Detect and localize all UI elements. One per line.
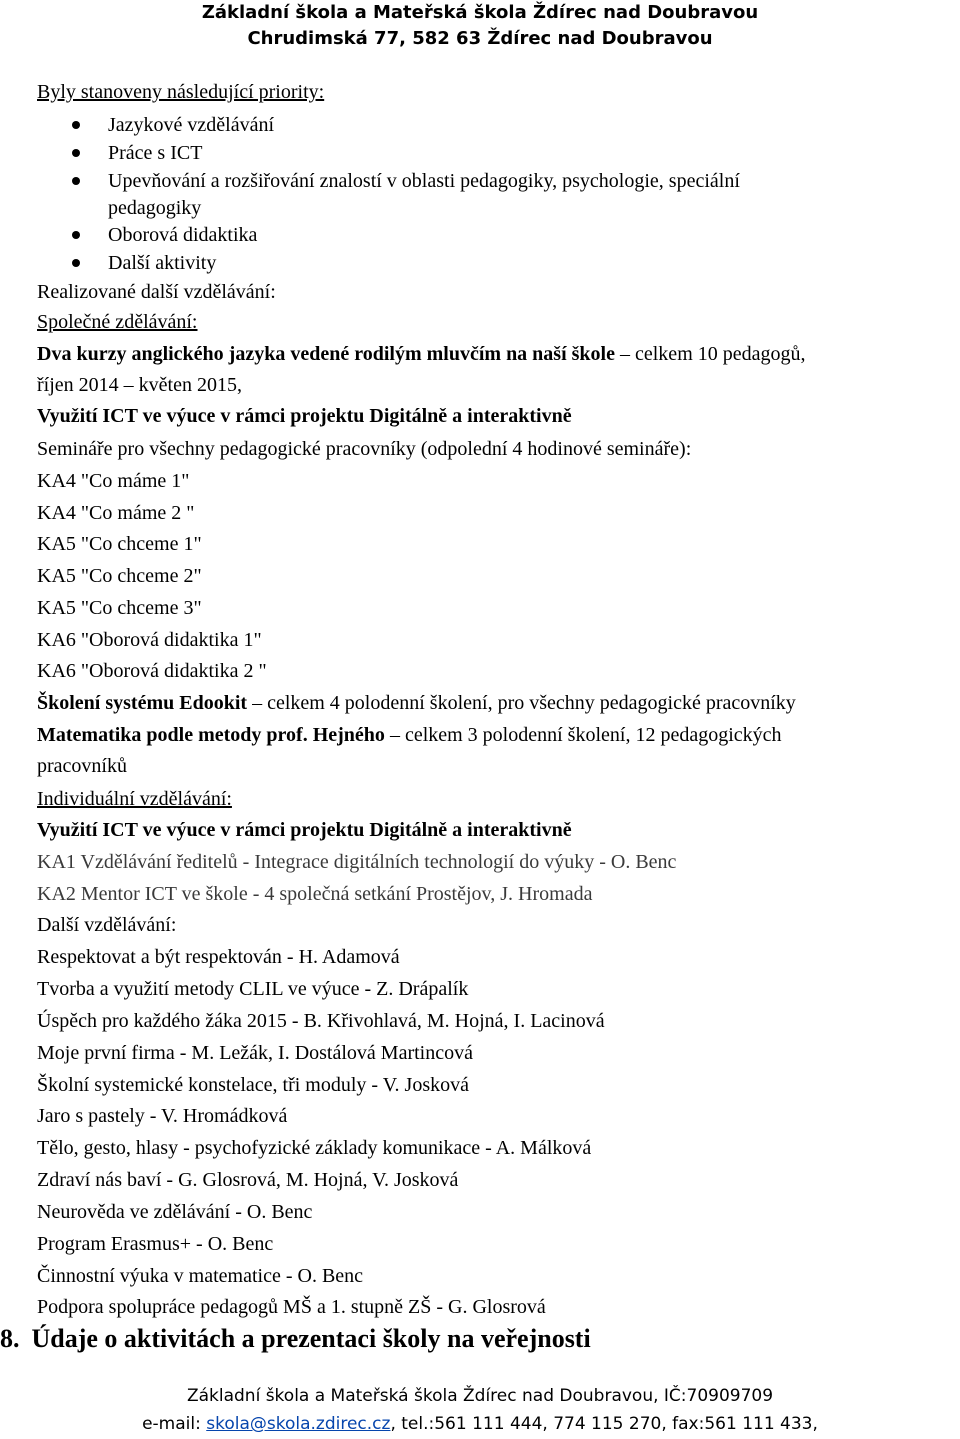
math-line	[37, 723, 782, 747]
seminar-item: KA5 "Co chceme 3"	[37, 597, 202, 619]
header-school-name: Základní škola a Mateřská škola Ždírec nad Doubravou	[201, 2, 759, 23]
further-item: Program Erasmus+ - O. Benc	[37, 1233, 274, 1255]
bullet-icon	[72, 231, 80, 239]
bullet-icon	[72, 259, 80, 267]
individual-item: KA1 Vzdělávání ředitelů - Integrace digitálních technologií do výuky - O. Benc	[37, 851, 677, 873]
edookit-title: Školení systému Edookit	[37, 692, 248, 714]
footer-email-label: e-mail:	[142, 1414, 207, 1434]
english-course-dates: říjen 2014 – květen 2015,	[37, 374, 242, 396]
further-item: Zdraví nás baví - G. Glosrová, M. Hojná, V. Josková	[37, 1169, 459, 1191]
seminars-intro: Semináře pro všechny pedagogické pracovníky (odpolední 4 hodinové semináře):	[37, 438, 692, 460]
individual-item: KA2 Mentor ICT ve škole - 4 společná setkání Prostějov, J. Hromada	[37, 883, 593, 905]
further-item: Tělo, gesto, hlasy - psychofyzické základy komunikace - A. Málková	[37, 1137, 592, 1159]
priorities-title: Byly stanoveny následující priority:	[37, 81, 325, 103]
common-education-title: Společné zdělávání:	[37, 311, 198, 333]
further-item: Tvorba a využití metody CLIL ve výuce - Z. Drápalík	[37, 978, 469, 1000]
priority-item: Další aktivity	[108, 252, 217, 274]
section-heading	[0, 1324, 591, 1354]
further-education-title: Další vzdělávání:	[37, 914, 177, 936]
bullet-icon	[72, 149, 80, 157]
header-address: Chrudimská 77, 582 63 Ždírec nad Doubravou	[247, 28, 713, 49]
further-item: Školní systemické konstelace, tři moduly - V. Josková	[37, 1074, 470, 1096]
seminar-item: KA6 "Oborová didaktika 2 "	[37, 660, 267, 682]
priority-item: Práce s ICT	[108, 142, 203, 164]
math-title: Matematika podle metody prof. Hejného	[37, 724, 385, 746]
footer-email-link[interactable]: skola@skola.zdirec.cz	[206, 1414, 391, 1434]
english-course-title: Dva kurzy anglického jazyka vedené rodilým mluvčím na naší škole	[37, 343, 615, 365]
further-item: Neurověda ve zdělávání - O. Benc	[37, 1201, 313, 1223]
section-number: 8.	[0, 1324, 20, 1353]
further-item: Podpora spolupráce pedagogů MŠ a 1. stupně ZŠ - G. Glosrová	[37, 1296, 546, 1318]
footer-phone-fax: , tel.:561 111 444, 774 115 270, fax:561 111 433,	[390, 1414, 818, 1434]
priority-item: Upevňování a rozšiřování znalostí v oblasti pedagogiky, psychologie, speciální	[108, 170, 740, 192]
section-title: Údaje o aktivitách a prezentaci školy na veřejnosti	[31, 1324, 591, 1353]
realized-title: Realizované další vzdělávání:	[37, 281, 276, 303]
bullet-icon	[72, 121, 80, 129]
edookit-detail: – celkem 4 polodenní školení, pro všechny pedagogické pracovníky	[247, 692, 796, 714]
individual-ict-title: Využití ICT ve výuce v rámci projektu Digitálně a interaktivně	[37, 819, 572, 841]
seminar-item: KA4 "Co máme 2 "	[37, 502, 195, 524]
edookit-line	[37, 691, 796, 715]
english-course-line	[37, 342, 806, 366]
seminar-item: KA5 "Co chceme 2"	[37, 565, 202, 587]
footer-school-id: Základní škola a Mateřská škola Ždírec nad Doubravou, IČ:70909709	[186, 1386, 774, 1406]
further-item: Úspěch pro každého žáka 2015 - B. Křivohlavá, M. Hojná, I. Lacinová	[37, 1010, 605, 1032]
seminar-item: KA6 "Oborová didaktika 1"	[37, 629, 262, 651]
seminar-item: KA4 "Co máme 1"	[37, 470, 190, 492]
english-course-detail: – celkem 10 pedagogů,	[615, 343, 806, 365]
seminar-item: KA5 "Co chceme 1"	[37, 533, 202, 555]
footer-contacts	[0, 1414, 960, 1434]
further-item: Činnostní výuka v matematice - O. Benc	[37, 1265, 364, 1287]
math-detail-continuation: pracovníků	[37, 755, 127, 777]
bullet-icon	[72, 177, 80, 185]
further-item: Moje první firma - M. Ležák, I. Dostálová Martincová	[37, 1042, 473, 1064]
ict-project-title: Využití ICT ve výuce v rámci projektu Digitálně a interaktivně	[37, 405, 572, 427]
priority-item: Oborová didaktika	[108, 224, 258, 246]
further-item: Respektovat a být respektován - H. Adamová	[37, 946, 400, 968]
math-detail: – celkem 3 polodenní školení, 12 pedagogických	[384, 724, 782, 746]
individual-title: Individuální vzdělávání:	[37, 788, 232, 810]
further-item: Jaro s pastely - V. Hromádková	[37, 1105, 288, 1127]
priority-item: Jazykové vzdělávání	[108, 114, 275, 136]
priority-item-continuation: pedagogiky	[108, 197, 202, 219]
